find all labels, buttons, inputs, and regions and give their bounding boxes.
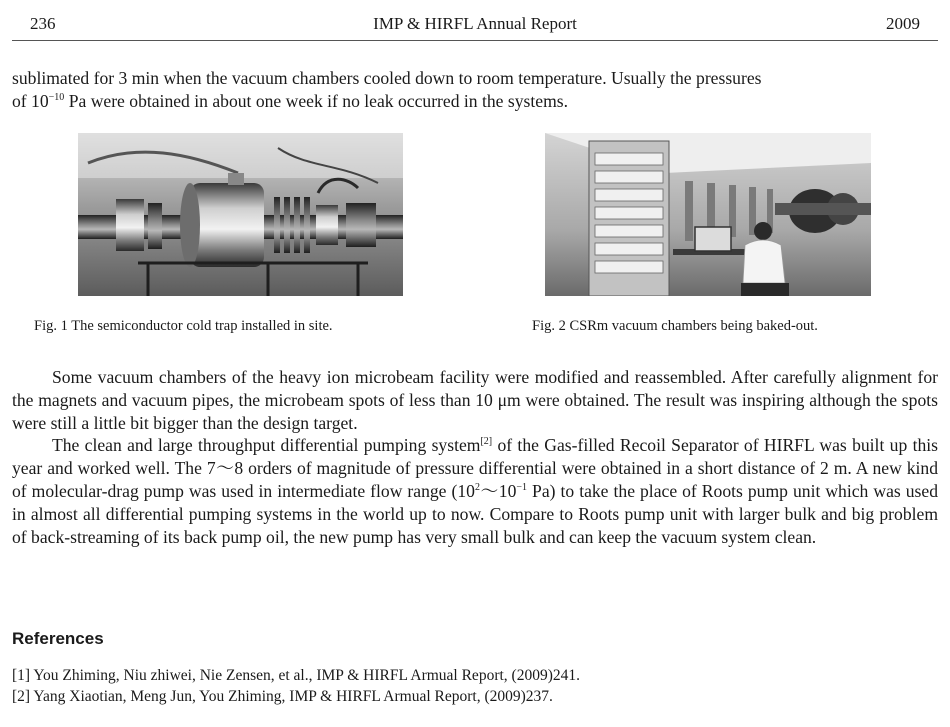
figure-1-photo bbox=[78, 133, 403, 296]
intro-paragraph bbox=[12, 67, 938, 113]
figure-2-photo bbox=[545, 133, 871, 296]
body-paragraph-2 bbox=[12, 434, 938, 549]
report-year: 2009 bbox=[886, 14, 920, 33]
para2-text-d: Pa) to take the place of Roots pump unit which was used in almost all differential pumping systems in the world up to now. Compare to Roots pump unit with larger bulk and big problem of back-streaming of its back pump oil, the new pump has very small bulk and can keep the vacuum system clean. bbox=[12, 481, 938, 547]
para2-exponent-2: −1 bbox=[516, 482, 528, 493]
figure-2-caption: Fig. 2 CSRm vacuum chambers being baked-out. bbox=[532, 318, 818, 334]
para2-exponent-1: 2 bbox=[474, 482, 480, 493]
intro-line-2-post: Pa were obtained in about one week if no leak occurred in the systems. bbox=[64, 91, 569, 111]
reference-1: [1] You Zhiming, Niu zhiwei, Nie Zensen, et al., IMP & HIRFL Armual Report, (2009)241. bbox=[12, 667, 580, 684]
page-number: 236 bbox=[30, 14, 56, 33]
citation-2: [2] bbox=[480, 436, 493, 447]
body-paragraph-1: Some vacuum chambers of the heavy ion microbeam facility were modified and reassembled. After carefully alignment for the magnets and vacuum pipes, the microbeam spots of less than 10 μm were obtained. The result was inspiring although the spots were still a little bit bigger than the design target. bbox=[12, 367, 938, 433]
intro-line-1: sublimated for 3 min when the vacuum chambers cooled down to room temperature. Usually the pressures bbox=[12, 68, 762, 88]
para2-text-b: of the Gas-filled Recoil Separator of HIRFL was built up this year and worked well. The 7～8 orders of magnitude of pressure differential were obtained in a short distance of 2 m. A new kind of molecular-drag pump was used in intermediate flow range (10 bbox=[12, 435, 938, 501]
figure-1-caption: Fig. 1 The semiconductor cold trap installed in site. bbox=[34, 318, 333, 334]
para2-text-c: ～10 bbox=[479, 481, 517, 501]
page-header bbox=[12, 10, 938, 41]
csrm-bakeout-image bbox=[545, 133, 871, 296]
para2-text-a: The clean and large throughput differential pumping system bbox=[52, 435, 481, 455]
references-heading: References bbox=[12, 629, 104, 648]
running-title: IMP & HIRFL Annual Report bbox=[373, 14, 577, 33]
cold-trap-image bbox=[78, 133, 403, 296]
intro-line-2-pre: of 10 bbox=[12, 91, 49, 111]
reference-2: [2] Yang Xiaotian, Meng Jun, You Zhiming, IMP & HIRFL Armual Report, (2009)237. bbox=[12, 688, 553, 705]
intro-exponent: −10 bbox=[48, 92, 65, 103]
